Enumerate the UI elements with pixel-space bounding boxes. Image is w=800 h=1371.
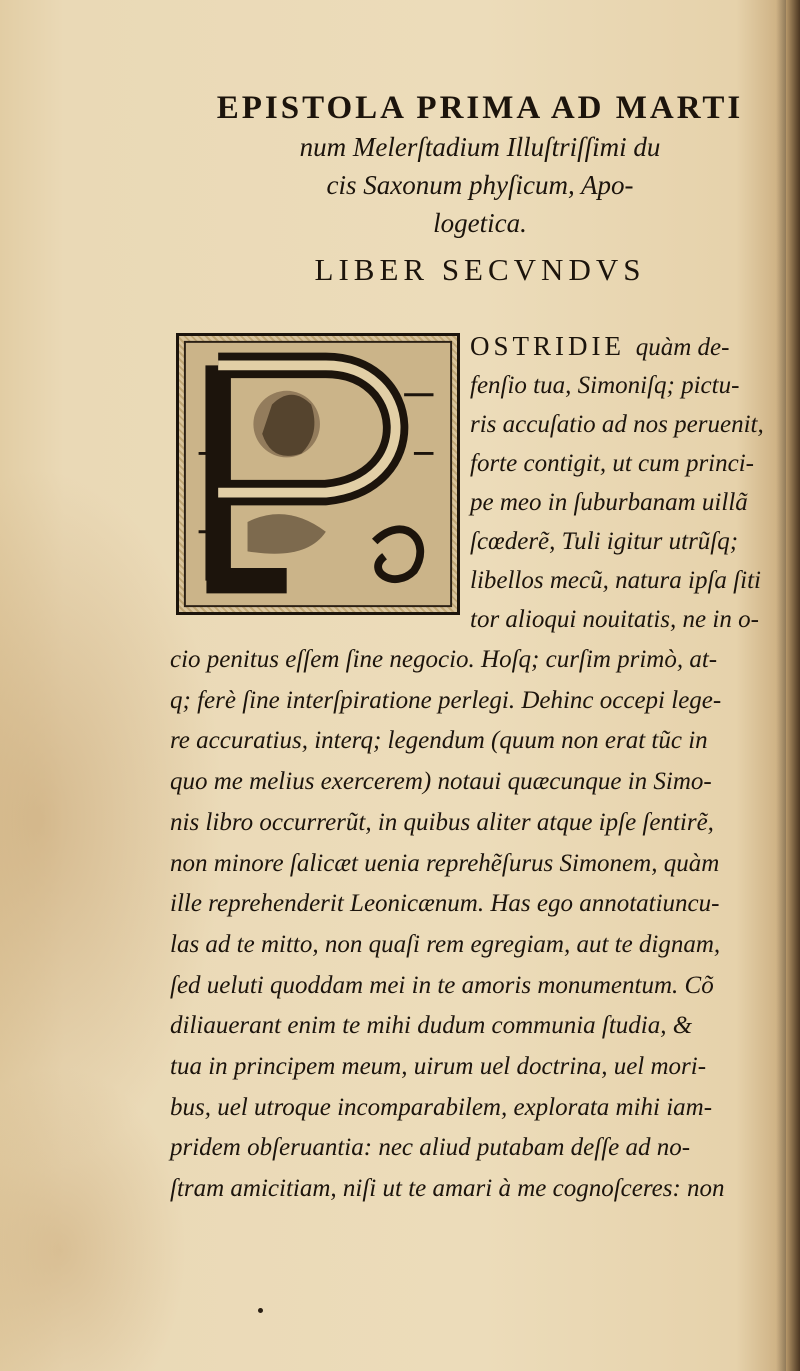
ink-dot [258,1308,263,1313]
heading-line-4: logetica. [433,208,527,238]
text-line: non minore ſalicæt uenia reprehẽſurus Simonem, quàm [170,849,720,877]
book-title: LIBER SECVNDVS [314,252,646,287]
opening-line [470,331,729,362]
text-line: pridem obſeruantia: nec aliud putabam deſſe ad no- [170,1134,691,1162]
text-line: forte contigit, ut cum princi- [470,450,754,477]
text-line: ille reprehenderit Leonicænum. Has ego annotatiuncu- [170,890,720,918]
text-line: bus, uel utroque incomparabilem, explorata mihi iam- [170,1093,713,1121]
heading-line-1: EPISTOLA PRIMA AD MARTI [216,90,744,126]
text-line: q; ferè ſine interſpiratione perlegi. Dehinc occepi lege- [170,686,722,714]
text-line: diliauerant enim te mihi dudum communia ſtudia, & [170,1012,693,1040]
text-line: ſtram amicitiam, niſi ut te amari à me cognoſceres: non [170,1175,725,1203]
text-line: tor alioqui nouitatis, ne in o- [470,606,759,633]
opening-caps: OSTRIDIE [470,331,625,361]
text-line: cio penitus eſſem ſine negocio. Hoſq; curſim primò, at- [170,646,718,673]
text-line: las ad te mitto, non quaſi rem egregiam, aut te dignam, [170,930,721,958]
chapter-heading [170,88,790,292]
text-line: ſed ueluti quoddam mei in te amoris monumentum. Cõ [170,971,714,999]
text-line: ris accuſatio ad nos peruenit, [470,411,764,438]
body-text [170,640,800,1210]
text-line: tua in principem meum, uirum uel doctrina, uel mori- [170,1053,707,1081]
text-line: nis libro occurrerũt, in quibus aliter atque ipſe ſentirẽ, [170,808,714,836]
heading-line-2: num Melerſtadium Illuſtriſſimi du [299,132,661,162]
opening-italic: quàm de- [635,334,730,361]
text-line: pe meo in ſuburbanam uillã [470,489,748,516]
heading-line-3: cis Saxonum phyſicum, Apo- [326,170,634,200]
text-line: fenſio tua, Simoniſq; pictu- [470,372,740,399]
text-line: libellos mecũ, natura ipſa ſiti [470,567,761,594]
text-beside-initial [470,366,800,639]
text-line: re accuratius, interq; legendum (quum non erat tũc in [170,727,708,755]
text-line: quo me melius exercerem) notaui quæcunque in Simo- [170,768,712,796]
text-line: ſcœderẽ, Tuli igitur utrũſq; [470,528,739,555]
woodcut-initial-icon [176,333,460,615]
